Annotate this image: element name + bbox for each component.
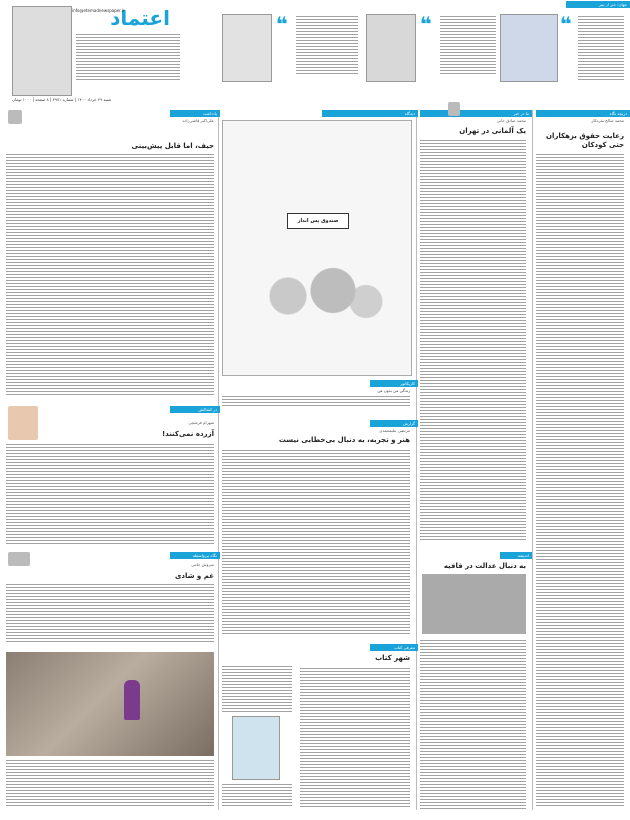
- byline: شهرام فرشچی: [188, 420, 214, 425]
- caption-text: زندگی من بدون من: [377, 388, 410, 393]
- article-body: [6, 154, 214, 396]
- article-title: آزرده نمی‌کنند!: [161, 430, 214, 438]
- book-blurb: [222, 784, 292, 808]
- author-portrait: [422, 574, 526, 634]
- newspaper-thumbnail: [222, 14, 272, 82]
- article-title: هنر و تجربه، به دنبال بی‌خطایی نیست: [278, 436, 410, 444]
- byline: مرتضی علیمحمدی: [379, 428, 410, 433]
- byline: محمد صالح نقره‌کار: [591, 118, 624, 123]
- caption-label: کاریکاتور: [370, 380, 418, 387]
- issue-meta: شنبه ۲۹ خرداد ۱۴۰۰ | شماره ۴۹۷۱ | ۸ صفحه | ۱۰۰۰ تومان: [12, 97, 112, 102]
- article-body: [536, 154, 624, 808]
- section-label: گزارش: [370, 420, 418, 427]
- column-divider: [218, 110, 219, 810]
- section-label: اندیشه: [500, 552, 532, 559]
- author-photo: [448, 102, 460, 116]
- article-title: حیف، اما قابل پیش‌بینی: [131, 142, 214, 150]
- section-label: دیدگاه: [322, 110, 418, 117]
- newspaper-thumbnail: [366, 14, 416, 82]
- book-blurb: [222, 666, 292, 712]
- article-body: [300, 668, 410, 808]
- headline-snippet: [296, 16, 358, 76]
- rubble-photo: [6, 652, 214, 756]
- section-label: معرفی کتاب: [370, 644, 418, 651]
- figure-in-photo: [124, 680, 140, 720]
- article-title: به دنبال عدالت در قافیه: [443, 562, 526, 570]
- column-divider: [532, 110, 533, 810]
- cartoon-illustration: [222, 120, 412, 376]
- section-label: در کشاکش: [170, 406, 220, 413]
- masthead-email: info@etemadnewspaper.ir: [72, 8, 125, 13]
- article-title: غم و شادی: [174, 572, 214, 580]
- article-body: [420, 640, 526, 810]
- article-body: [6, 444, 214, 546]
- caricature: [8, 406, 38, 440]
- quote-mark: ❝: [276, 12, 288, 36]
- column-divider: [416, 110, 417, 810]
- quote-mark: ❝: [420, 12, 432, 36]
- quote-mark: ❝: [560, 12, 572, 36]
- masthead-info-block: [76, 34, 180, 82]
- byline: علی‌اکبر قاضی‌زاده: [182, 118, 214, 123]
- photo-caption: [6, 760, 214, 808]
- page-footer: [0, 812, 630, 820]
- section-header: جهان؛ خبر از تیتر: [566, 1, 630, 8]
- article-title: شهر کتاب: [375, 654, 410, 662]
- newspaper-thumbnail: [500, 14, 558, 82]
- byline: محمد صادق خانی: [496, 118, 526, 123]
- book-cover: [232, 716, 280, 780]
- caption-body: [222, 396, 410, 408]
- article-body: [6, 584, 214, 642]
- front-page-thumbnail: [12, 6, 72, 96]
- masthead: [0, 0, 630, 108]
- section-label: ما در خبر: [420, 110, 532, 117]
- byline: سروش جامی: [191, 562, 214, 567]
- masthead-logo: اعتماد: [110, 6, 170, 30]
- headline-snippet: [578, 16, 624, 80]
- section-label: دریچه نگاه: [536, 110, 630, 117]
- article-title: رعایت حقوق بزهکاران حتی کودکان: [545, 132, 624, 149]
- section-label: یادداشت: [170, 110, 220, 117]
- article-body: [222, 450, 410, 636]
- article-body: [420, 140, 526, 540]
- section-label: نگاه بی‌واسطه: [170, 552, 220, 559]
- cartoon-sign: صندوق پس انداز: [287, 213, 349, 229]
- cartoon-figures: [243, 241, 393, 351]
- article-title: یک آلمانی در تهران: [459, 127, 526, 135]
- headline-snippet: [440, 16, 496, 76]
